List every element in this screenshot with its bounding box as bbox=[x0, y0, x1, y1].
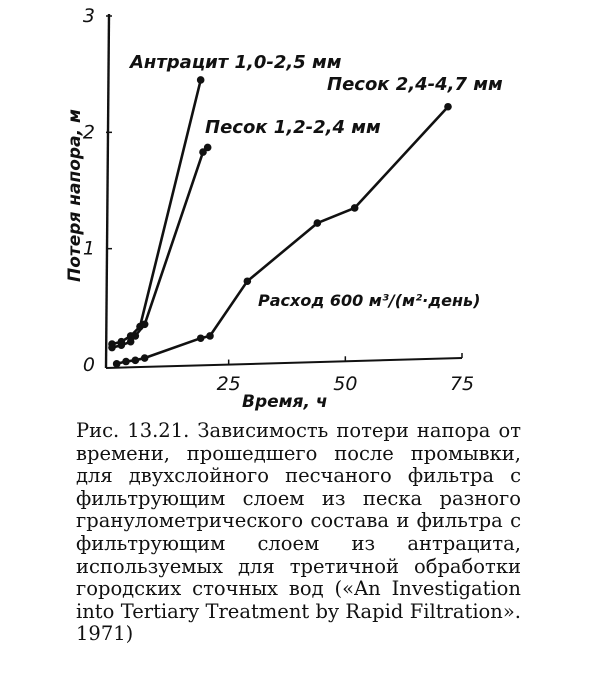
series-line bbox=[117, 107, 448, 364]
data-point bbox=[206, 332, 214, 340]
y-tick-label: 2 bbox=[82, 121, 95, 144]
flow-rate-annotation: Расход 600 м³/(м²·день) bbox=[258, 291, 481, 310]
series-labels bbox=[128, 52, 503, 310]
y-axis-label: Потеря напора, м bbox=[65, 109, 85, 282]
y-axis-line bbox=[106, 14, 109, 368]
data-point bbox=[244, 277, 252, 285]
y-tick-label: 3 bbox=[82, 5, 95, 27]
data-point bbox=[141, 354, 149, 362]
x-axis-label: Время, ч bbox=[242, 392, 328, 412]
x-tick-label: 25 bbox=[216, 373, 241, 395]
data-point bbox=[141, 320, 149, 328]
y-tick-label: 1 bbox=[82, 237, 95, 260]
series-label-sand-fine: Песок 1,2-2,4 мм bbox=[205, 117, 381, 138]
series-label-anthracite: Антрацит 1,0-2,5 мм bbox=[130, 52, 342, 73]
y-tick-label: 0 bbox=[82, 354, 95, 376]
data-point bbox=[118, 341, 126, 349]
figure-caption: Рис. 13.21. Зависимость потери напора от времени, прошедшего после промывки, для двухслойного песчаного фильтра с фильтрующим слоем из песка разного гранулометрического состава и фильтра с фильтрующим слоем из антрацита, используемых для третичной обработки городских сточных вод («An Investigation into Tertiary Treatment by Rapid Filtration». 1971) bbox=[76, 419, 521, 646]
x-axis-line bbox=[106, 358, 462, 368]
series-label-sand-coarse: Песок 2,4-4,7 мм bbox=[327, 74, 503, 95]
data-point bbox=[113, 360, 121, 368]
data-point bbox=[444, 103, 452, 111]
data-point bbox=[197, 76, 205, 84]
data-point bbox=[314, 219, 322, 227]
series-line bbox=[112, 80, 201, 344]
data-point bbox=[108, 344, 116, 352]
data-point bbox=[132, 332, 140, 340]
data-point bbox=[122, 358, 130, 366]
series-0 bbox=[108, 76, 204, 348]
x-tick-label: 75 bbox=[449, 373, 475, 395]
data-point bbox=[204, 144, 212, 152]
x-tick-label: 50 bbox=[333, 373, 358, 395]
data-point bbox=[197, 334, 205, 342]
data-point bbox=[351, 204, 359, 212]
data-point bbox=[132, 357, 140, 365]
